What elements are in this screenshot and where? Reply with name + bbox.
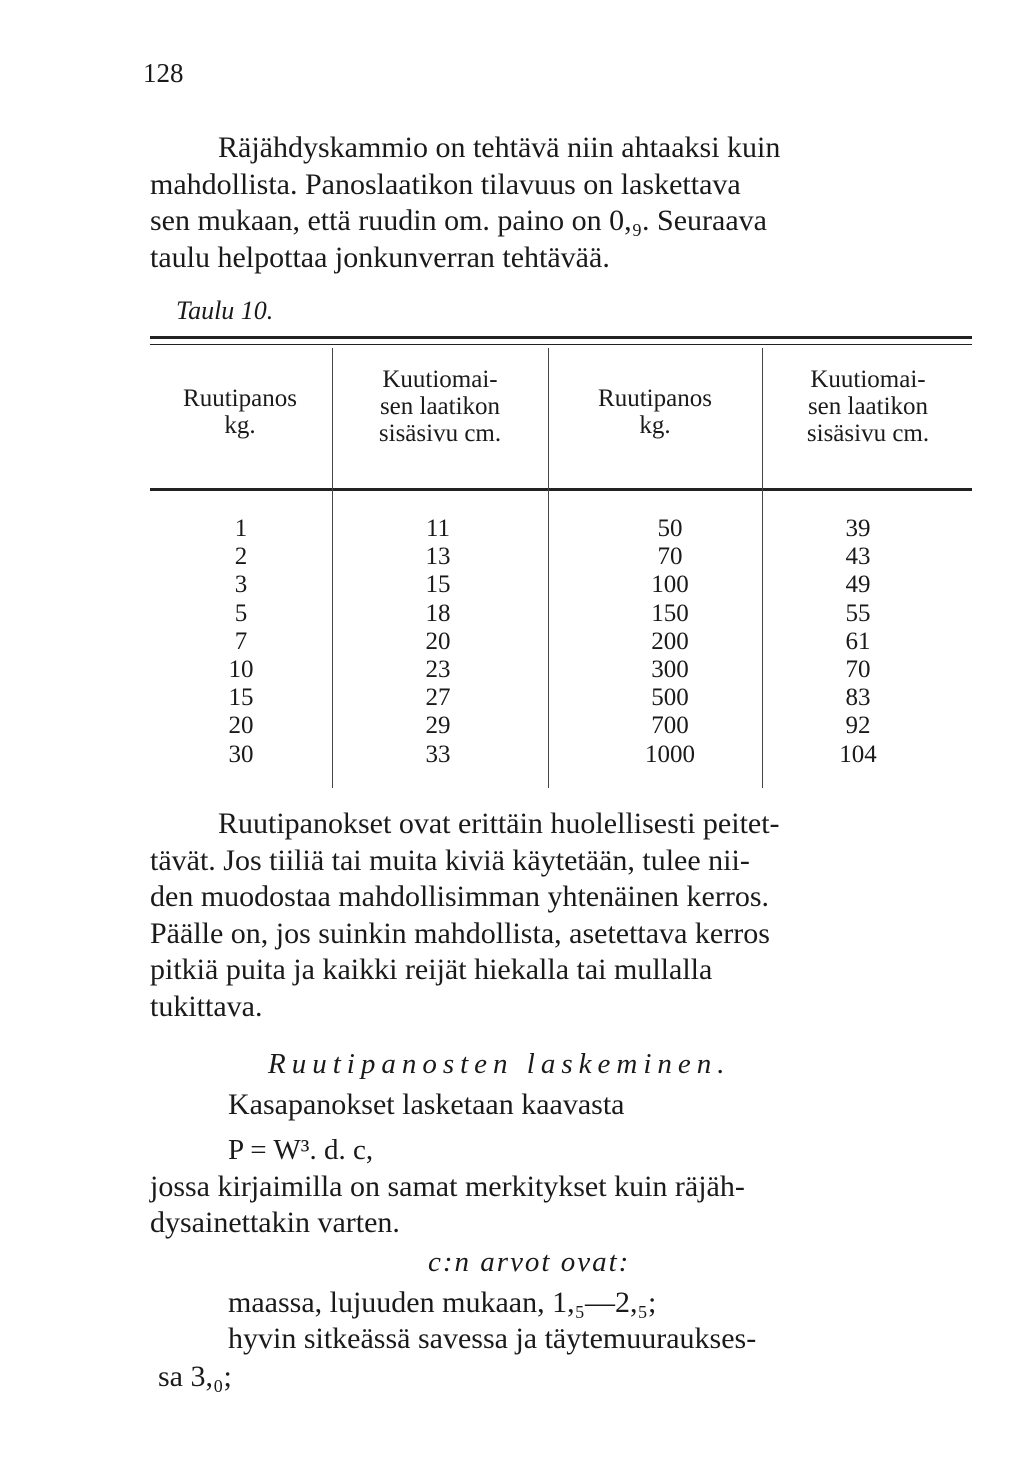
table-cell: 2: [234, 543, 248, 571]
header-charge-left: [150, 385, 330, 439]
table-cell: 200: [651, 627, 689, 655]
header-box-left: [334, 366, 546, 447]
table-cell: 20: [228, 712, 254, 740]
column-charge-right: [620, 515, 720, 769]
column-divider: [332, 348, 333, 788]
table-top-rule: [150, 336, 972, 339]
header-text: Ruutipanos: [598, 385, 712, 412]
table-cell: 300: [651, 655, 689, 683]
values-heading: c:n arvot ovat:: [428, 1246, 631, 1278]
table-cell: 1: [234, 515, 248, 542]
column-divider: [762, 348, 763, 788]
header-text: sen laatikon: [379, 393, 501, 420]
table-cell: 39: [845, 515, 871, 542]
column-charge-left: [196, 515, 286, 769]
page-number: 128: [143, 58, 184, 88]
header-charge-right: [550, 385, 760, 439]
table-cell: 10: [228, 655, 254, 683]
header-text: sisäsivu cm.: [806, 420, 930, 447]
table-cell: 15: [228, 684, 254, 712]
column-box-left: [388, 515, 488, 769]
table-cell: 15: [425, 571, 451, 599]
table-cell: 7: [234, 627, 248, 655]
table-top-rule-thin: [150, 344, 972, 345]
section-title: Ruutipanosten laskeminen.: [268, 1048, 731, 1080]
table-cell: 104: [839, 740, 877, 768]
table-cell: 55: [845, 599, 871, 627]
header-text: Ruutipanos: [183, 385, 297, 412]
column-box-right: [808, 515, 908, 769]
table-cell: 100: [651, 571, 689, 599]
table-cell: 700: [651, 712, 689, 740]
after-formula-line: dysainettakin varten.: [150, 1206, 400, 1239]
header-text: kg.: [224, 412, 256, 439]
table-cell: 18: [425, 599, 451, 627]
table-cell: 500: [651, 684, 689, 712]
body-line: tukittava.: [150, 989, 263, 1023]
body-line: tävät. Jos tiiliä tai muita kiviä käytetään, tulee nii-: [150, 843, 750, 877]
table-cell: 70: [657, 543, 683, 571]
intro-line: taulu helpottaa jonkunverran tehtävää.: [150, 240, 610, 274]
header-box-right: [764, 366, 972, 447]
table-cell: 30: [228, 740, 254, 768]
table-cell: 83: [845, 684, 871, 712]
table-cell: 5: [234, 599, 248, 627]
table-cell: 49: [845, 571, 871, 599]
intro-line: sen mukaan, että ruudin om. paino on 0,₉. Seuraava: [150, 204, 767, 237]
values-line: hyvin sitkeässä savessa ja täytemuuraukses-: [228, 1322, 757, 1355]
header-text: Kuutiomai-: [810, 366, 926, 393]
header-text: sisäsivu cm.: [378, 420, 502, 447]
body-line: Päälle on, jos suinkin mahdollista, asetettava kerros: [150, 916, 770, 950]
table-cell: 33: [425, 740, 451, 768]
intro-line: Räjähdyskammio on tehtävä niin ahtaaksi kuin: [218, 131, 781, 164]
table-cell: 29: [425, 712, 451, 740]
formula-intro: Kasapanokset lasketaan kaavasta: [228, 1088, 625, 1121]
table-cell: 13: [425, 543, 451, 571]
body-line: den muodostaa mahdollisimman yhtenäinen kerros.: [150, 880, 770, 913]
values-line: maassa, lujuuden mukaan, 1,₅—2,₅;: [228, 1286, 657, 1319]
table-cell: 50: [657, 515, 683, 542]
values-line: sa 3,₀;: [158, 1360, 232, 1393]
intro-line: mahdollista. Panoslaatikon tilavuus on laskettava: [150, 167, 741, 201]
table-cell: 70: [845, 655, 871, 683]
body-line: Ruutipanokset ovat erittäin huolellisesti peitet-: [218, 807, 780, 840]
table-cell: 23: [425, 655, 451, 683]
table-cell: 1000: [645, 740, 695, 768]
table-cell: 11: [425, 515, 451, 542]
table-cell: 92: [845, 712, 871, 740]
formula: P = W³. d. c,: [228, 1134, 374, 1166]
table-cell: 150: [651, 599, 689, 627]
table-cell: 61: [845, 627, 871, 655]
after-formula-line: jossa kirjaimilla on samat merkitykset kuin räjäh-: [150, 1170, 745, 1203]
table-cell: 27: [425, 684, 451, 712]
table-caption: Taulu 10.: [176, 296, 274, 325]
table-cell: 20: [425, 627, 451, 655]
body-line: pitkiä puita ja kaikki reijät hiekalla tai mullalla: [150, 953, 713, 986]
table-cell: 3: [234, 571, 248, 599]
body-paragraph: [150, 806, 980, 1025]
table-header-rule: [150, 488, 972, 491]
header-text: Kuutiomai-: [382, 366, 498, 393]
column-divider: [548, 348, 549, 788]
table-cell: 43: [845, 543, 871, 571]
header-text: sen laatikon: [807, 393, 929, 420]
intro-paragraph: [150, 130, 980, 276]
header-text: kg.: [639, 412, 671, 439]
